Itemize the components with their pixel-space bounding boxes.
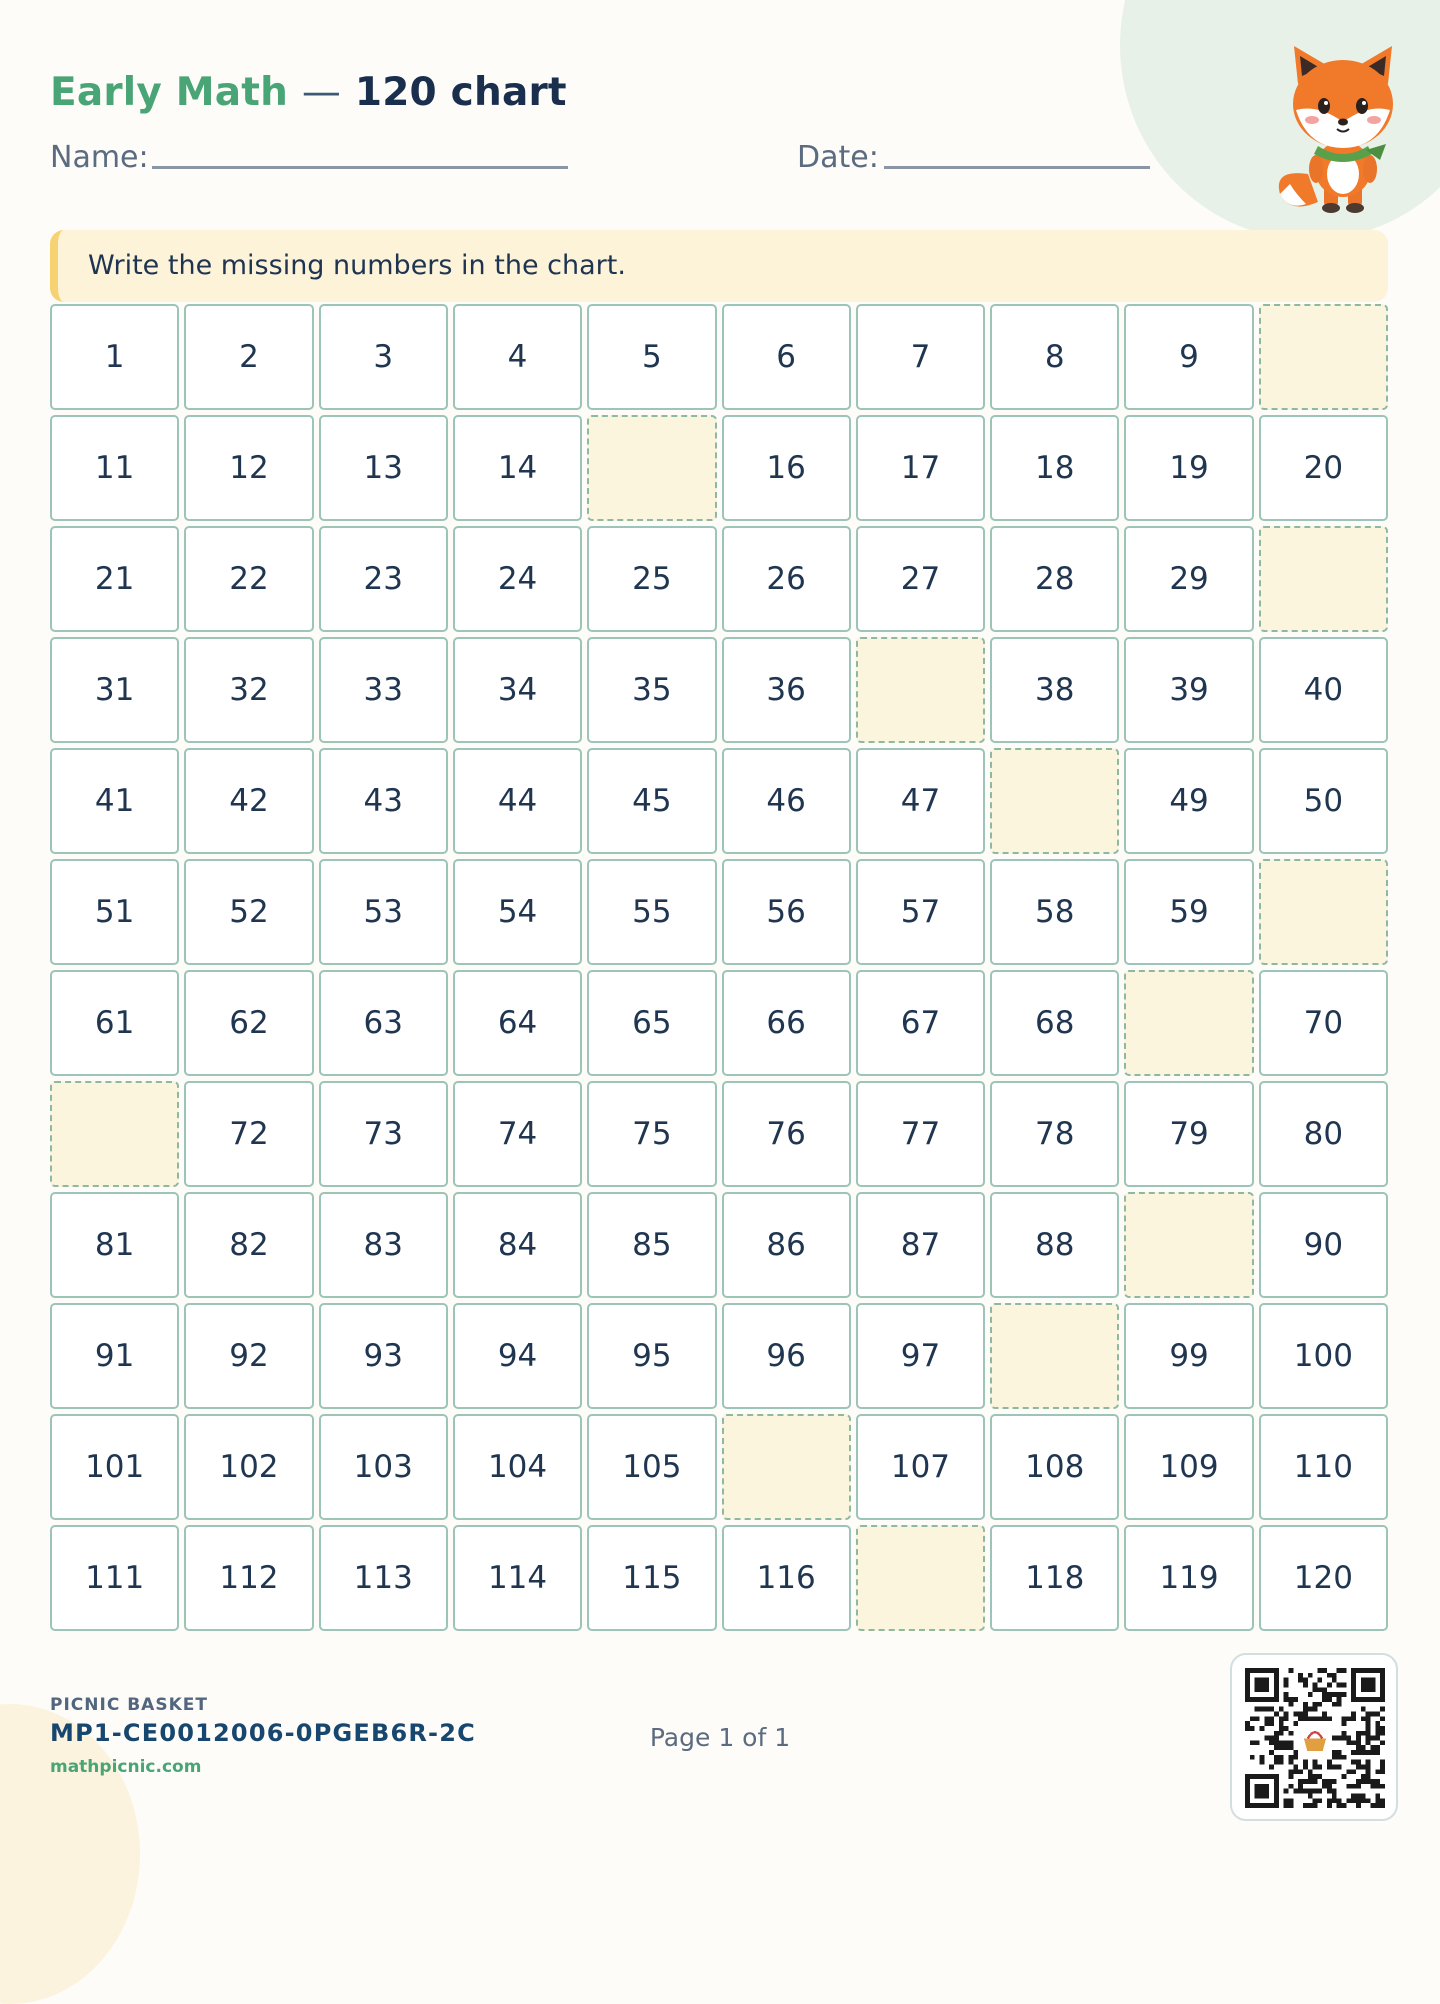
number-cell: 62 bbox=[184, 970, 313, 1076]
number-cell: 111 bbox=[50, 1525, 179, 1631]
answer-cell[interactable] bbox=[856, 637, 985, 743]
number-cell: 11 bbox=[50, 415, 179, 521]
answer-cell[interactable] bbox=[1259, 526, 1388, 632]
number-cell: 13 bbox=[319, 415, 448, 521]
name-label: Name: bbox=[50, 140, 149, 175]
corner-decoration-bottom bbox=[0, 1704, 140, 2004]
number-cell: 19 bbox=[1124, 415, 1253, 521]
number-cell: 76 bbox=[722, 1081, 851, 1187]
number-cell: 24 bbox=[453, 526, 582, 632]
number-cell: 46 bbox=[722, 748, 851, 854]
qr-code-icon bbox=[1245, 1668, 1385, 1808]
number-cell: 9 bbox=[1124, 304, 1253, 410]
number-cell: 118 bbox=[990, 1525, 1119, 1631]
number-cell: 4 bbox=[453, 304, 582, 410]
number-cell: 47 bbox=[856, 748, 985, 854]
number-cell: 23 bbox=[319, 526, 448, 632]
number-cell: 95 bbox=[587, 1303, 716, 1409]
number-cell: 109 bbox=[1124, 1414, 1253, 1520]
number-cell: 34 bbox=[453, 637, 582, 743]
number-cell: 39 bbox=[1124, 637, 1253, 743]
number-cell: 68 bbox=[990, 970, 1119, 1076]
answer-cell[interactable] bbox=[856, 1525, 985, 1631]
number-cell: 5 bbox=[587, 304, 716, 410]
number-cell: 6 bbox=[722, 304, 851, 410]
answer-cell[interactable] bbox=[50, 1081, 179, 1187]
number-cell: 14 bbox=[453, 415, 582, 521]
number-cell: 116 bbox=[722, 1525, 851, 1631]
title-topic: 120 chart bbox=[354, 70, 567, 115]
number-cell: 54 bbox=[453, 859, 582, 965]
number-cell: 90 bbox=[1259, 1192, 1388, 1298]
number-cell: 92 bbox=[184, 1303, 313, 1409]
number-cell: 91 bbox=[50, 1303, 179, 1409]
number-cell: 18 bbox=[990, 415, 1119, 521]
fox-mascot-icon bbox=[1268, 44, 1418, 214]
number-cell: 42 bbox=[184, 748, 313, 854]
number-cell: 83 bbox=[319, 1192, 448, 1298]
number-cell: 3 bbox=[319, 304, 448, 410]
number-cell: 2 bbox=[184, 304, 313, 410]
answer-cell[interactable] bbox=[990, 748, 1119, 854]
date-label: Date: bbox=[797, 140, 879, 175]
number-cell: 104 bbox=[453, 1414, 582, 1520]
number-cell: 112 bbox=[184, 1525, 313, 1631]
number-cell: 74 bbox=[453, 1081, 582, 1187]
number-cell: 33 bbox=[319, 637, 448, 743]
number-cell: 78 bbox=[990, 1081, 1119, 1187]
number-cell: 20 bbox=[1259, 415, 1388, 521]
number-cell: 99 bbox=[1124, 1303, 1253, 1409]
number-cell: 79 bbox=[1124, 1081, 1253, 1187]
number-chart-grid bbox=[50, 304, 1388, 1631]
number-cell: 21 bbox=[50, 526, 179, 632]
number-cell: 107 bbox=[856, 1414, 985, 1520]
number-cell: 114 bbox=[453, 1525, 582, 1631]
number-cell: 102 bbox=[184, 1414, 313, 1520]
number-cell: 65 bbox=[587, 970, 716, 1076]
number-cell: 75 bbox=[587, 1081, 716, 1187]
number-cell: 51 bbox=[50, 859, 179, 965]
number-cell: 44 bbox=[453, 748, 582, 854]
number-cell: 70 bbox=[1259, 970, 1388, 1076]
qr-code-box bbox=[1230, 1653, 1398, 1821]
number-cell: 17 bbox=[856, 415, 985, 521]
number-cell: 53 bbox=[319, 859, 448, 965]
number-cell: 8 bbox=[990, 304, 1119, 410]
number-cell: 110 bbox=[1259, 1414, 1388, 1520]
number-cell: 45 bbox=[587, 748, 716, 854]
number-cell: 49 bbox=[1124, 748, 1253, 854]
number-cell: 72 bbox=[184, 1081, 313, 1187]
number-cell: 105 bbox=[587, 1414, 716, 1520]
answer-cell[interactable] bbox=[1124, 970, 1253, 1076]
number-cell: 32 bbox=[184, 637, 313, 743]
number-cell: 28 bbox=[990, 526, 1119, 632]
number-cell: 88 bbox=[990, 1192, 1119, 1298]
number-cell: 120 bbox=[1259, 1525, 1388, 1631]
number-cell: 66 bbox=[722, 970, 851, 1076]
number-cell: 16 bbox=[722, 415, 851, 521]
number-cell: 86 bbox=[722, 1192, 851, 1298]
number-cell: 57 bbox=[856, 859, 985, 965]
answer-cell[interactable] bbox=[722, 1414, 851, 1520]
number-cell: 40 bbox=[1259, 637, 1388, 743]
number-cell: 77 bbox=[856, 1081, 985, 1187]
number-cell: 29 bbox=[1124, 526, 1253, 632]
number-cell: 82 bbox=[184, 1192, 313, 1298]
number-cell: 50 bbox=[1259, 748, 1388, 854]
date-field[interactable] bbox=[884, 166, 1150, 169]
answer-cell[interactable] bbox=[990, 1303, 1119, 1409]
number-cell: 43 bbox=[319, 748, 448, 854]
answer-cell[interactable] bbox=[1259, 304, 1388, 410]
number-cell: 58 bbox=[990, 859, 1119, 965]
number-cell: 61 bbox=[50, 970, 179, 1076]
name-field[interactable] bbox=[152, 166, 568, 169]
number-cell: 103 bbox=[319, 1414, 448, 1520]
number-cell: 108 bbox=[990, 1414, 1119, 1520]
number-cell: 96 bbox=[722, 1303, 851, 1409]
number-cell: 25 bbox=[587, 526, 716, 632]
number-cell: 97 bbox=[856, 1303, 985, 1409]
number-cell: 115 bbox=[587, 1525, 716, 1631]
number-cell: 38 bbox=[990, 637, 1119, 743]
instructions-text: Write the missing numbers in the chart. bbox=[88, 250, 626, 281]
number-cell: 31 bbox=[50, 637, 179, 743]
number-cell: 119 bbox=[1124, 1525, 1253, 1631]
number-cell: 94 bbox=[453, 1303, 582, 1409]
number-cell: 84 bbox=[453, 1192, 582, 1298]
number-cell: 100 bbox=[1259, 1303, 1388, 1409]
worksheet-code: MP1-CE0012006-0PGEB6R-2C bbox=[50, 1719, 476, 1747]
number-cell: 22 bbox=[184, 526, 313, 632]
footer-site-link[interactable]: mathpicnic.com bbox=[50, 1757, 202, 1777]
number-cell: 55 bbox=[587, 859, 716, 965]
number-cell: 73 bbox=[319, 1081, 448, 1187]
answer-cell[interactable] bbox=[587, 415, 716, 521]
number-cell: 1 bbox=[50, 304, 179, 410]
footer-brand: PICNIC BASKET bbox=[50, 1695, 208, 1715]
number-cell: 67 bbox=[856, 970, 985, 1076]
number-cell: 93 bbox=[319, 1303, 448, 1409]
number-cell: 35 bbox=[587, 637, 716, 743]
number-cell: 56 bbox=[722, 859, 851, 965]
number-cell: 41 bbox=[50, 748, 179, 854]
number-cell: 101 bbox=[50, 1414, 179, 1520]
number-cell: 81 bbox=[50, 1192, 179, 1298]
title-separator: — bbox=[301, 70, 342, 115]
number-cell: 80 bbox=[1259, 1081, 1388, 1187]
number-cell: 64 bbox=[453, 970, 582, 1076]
page-number: Page 1 of 1 bbox=[649, 1723, 791, 1752]
number-cell: 26 bbox=[722, 526, 851, 632]
number-cell: 36 bbox=[722, 637, 851, 743]
number-cell: 59 bbox=[1124, 859, 1253, 965]
number-cell: 113 bbox=[319, 1525, 448, 1631]
page-title bbox=[50, 70, 567, 115]
title-subject: Early Math bbox=[50, 70, 289, 115]
instructions-banner bbox=[50, 230, 1388, 302]
number-cell: 87 bbox=[856, 1192, 985, 1298]
answer-cell[interactable] bbox=[1259, 859, 1388, 965]
number-cell: 85 bbox=[587, 1192, 716, 1298]
number-cell: 12 bbox=[184, 415, 313, 521]
number-cell: 63 bbox=[319, 970, 448, 1076]
answer-cell[interactable] bbox=[1124, 1192, 1253, 1298]
number-cell: 7 bbox=[856, 304, 985, 410]
number-cell: 52 bbox=[184, 859, 313, 965]
number-cell: 27 bbox=[856, 526, 985, 632]
